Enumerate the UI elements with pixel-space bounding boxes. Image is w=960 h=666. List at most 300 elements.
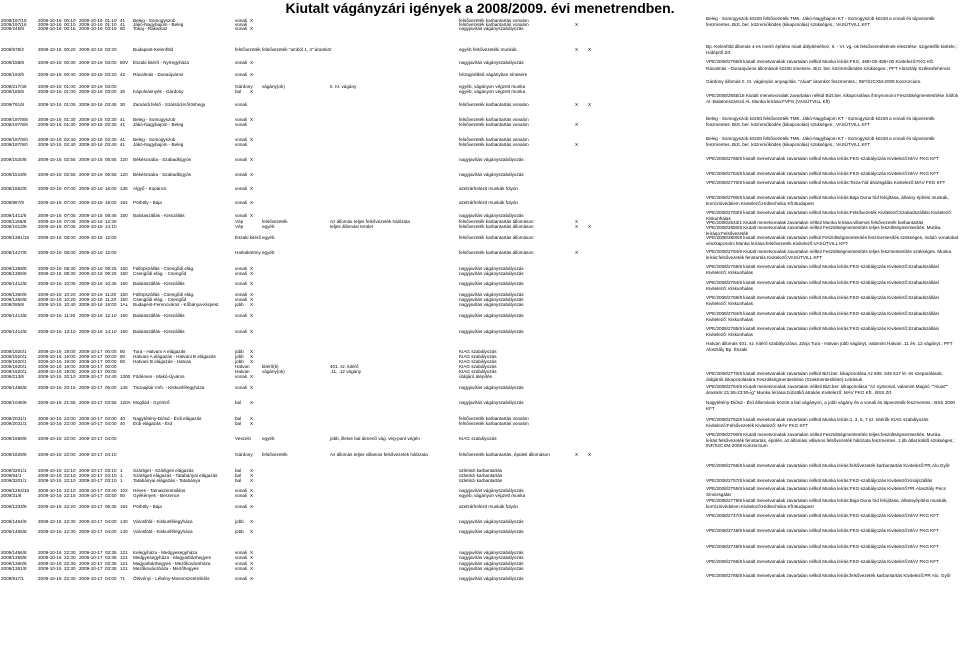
table-cell: Városföld - Kiskunfélegyháza: [133, 529, 193, 534]
table-cell: Tokaj - Rakamaz: [133, 26, 168, 31]
table-cell: 121: [120, 566, 128, 571]
table-cell: 154: [120, 200, 128, 205]
table-cell: teljes állomási terület: [330, 224, 373, 229]
table-row: [0, 102, 708, 108]
table-cell: 01:30: [64, 122, 76, 127]
table-cell: 2009/917/1: [1, 576, 24, 581]
note-entry: VPE/2008/2749/8 kiutalt menetvonalak zavartalan nélkül Munka leírás:FKG-szabályozás Kivitelező:MÁV FKG KFT: [706, 544, 939, 549]
table-cell: X: [250, 157, 254, 162]
table-cell: jobb: [235, 302, 244, 307]
table-cell: X: [588, 47, 592, 52]
table-row: [0, 504, 708, 510]
table-cell: 2009-10-16: [38, 354, 62, 359]
table-cell: 07:05: [64, 219, 76, 224]
table-cell: 2009/1465/8: [1, 529, 27, 534]
table-cell: 2009/197/16: [1, 18, 27, 23]
table-cell: 05:35: [105, 504, 117, 509]
table-cell: 2009/1411/8: [1, 213, 27, 218]
table-cell: 2009/245/8: [1, 26, 24, 31]
table-cell: X: [250, 519, 254, 524]
table-cell: X: [575, 224, 579, 229]
table-cell: nagyjavítás vágányszabályozás: [459, 60, 524, 65]
table-cell: 2009/197/8/8: [1, 117, 28, 122]
table-cell: 10:40: [64, 302, 76, 307]
table-cell: 2009-10-16: [38, 374, 62, 379]
table-cell: 80: [120, 354, 126, 359]
table-cell: 19:00: [64, 359, 76, 364]
table-cell: 03:35: [105, 561, 117, 566]
table-cell: 2009-10-16: [38, 102, 62, 107]
table-cell: 80V: [120, 60, 129, 65]
table-cell: 2009-10-17: [79, 374, 103, 379]
table-cell: vonali: [235, 504, 248, 509]
table-row: [0, 60, 708, 66]
table-cell: egyéb, vágányon végzett munka: [459, 84, 526, 89]
note-entry: VPE/2008/2764/8 Kiutalt menetvonalak zavartalan nélkül Bizt.ber. kikapcsolása "Az nyitvonal, valamint Magiró ""Aluat"" áramkör 21:55-23:55-ig" Munka leírása:zúzottkő átrakás Kivitelező: MÁV FKG Kft., BSS Zrt.: [706, 384, 949, 395]
table-cell: Jákó-Nagybajom - Beleg: [133, 122, 184, 127]
table-row: [0, 302, 708, 308]
table-cell: 2009/761/8: [1, 102, 24, 107]
table-cell: nagyjavítás vágányszabályozás: [459, 400, 524, 405]
table-cell: Vép: [235, 219, 244, 224]
table-cell: kitérő(k): [262, 364, 279, 369]
table-cell: 2009/1829/8: [1, 452, 27, 457]
table-cell: X: [250, 550, 254, 555]
table-cell: 03:10: [105, 473, 117, 478]
table-cell: jobb: [235, 359, 244, 364]
table-cell: felsővezeték karbantartás vonalon: [459, 117, 529, 122]
table-cell: 41: [120, 22, 126, 27]
table-cell: 2009-10-16: [38, 566, 62, 571]
table-cell: 2009-10-16: [38, 364, 62, 369]
table-cell: vonali: [235, 117, 248, 122]
table-cell: 2009-10-17: [79, 369, 103, 374]
table-cell: 2009-10-17: [79, 478, 103, 483]
table-cell: nagyjavítás vágányszabályozás: [459, 488, 524, 493]
table-cell: 2009/185/8: [1, 89, 24, 94]
table-cell: 2009/1562/8: [1, 186, 27, 191]
table-cell: X: [588, 102, 592, 107]
table-cell: felsővezeték karbantartás vonalon: [459, 416, 529, 421]
table-cell: üzletiszi karbantartás: [459, 473, 503, 478]
table-cell: 2009-10-17: [79, 400, 103, 405]
table-cell: 03:20: [105, 47, 117, 52]
table-cell: 03:10: [105, 478, 117, 483]
table-cell: 2009-10-16: [38, 369, 62, 374]
page-title: Kiutalt vágányzári igények a 2008/2009. évi menetrendben.: [285, 0, 675, 16]
table-cell: 01:05: [64, 102, 76, 107]
table-cell: 04:00: [105, 421, 117, 426]
table-cell: 2009-10-16: [38, 452, 62, 457]
table-cell: 03:40: [105, 142, 117, 147]
table-cell: X: [575, 219, 579, 224]
table-cell: 04:00: [105, 416, 117, 421]
table-cell: 2009-10-16: [38, 473, 62, 478]
table-cell: felsővezeték karbantartás vonalon: [459, 142, 529, 147]
table-row: [0, 271, 708, 277]
table-cell: vágány(ok): [262, 369, 285, 374]
table-cell: 2009-10-16: [79, 47, 103, 52]
table-cell: 2009-10-16: [79, 292, 103, 297]
table-cell: 102: [120, 488, 128, 493]
table-cell: 1: [120, 468, 123, 473]
table-cell: 00:00: [105, 364, 117, 369]
table-cell: nagyjavítás vágányszabályozás: [459, 213, 524, 218]
table-cell: 120A: [120, 400, 131, 405]
table-cell: üzletiszi karbantartás: [459, 478, 503, 483]
table-cell: 2009-10-16: [38, 416, 62, 421]
table-cell: nagyjavítás vágányszabályozás: [459, 266, 524, 271]
table-cell: X: [250, 359, 254, 364]
table-cell: nagyjavítás vágányszabályozás: [459, 302, 524, 307]
table-cell: 20:15: [64, 385, 76, 390]
table-cell: 2009-10-16: [38, 89, 62, 94]
table-row: [0, 452, 708, 458]
table-cell: Jákó-Nagybajom - Beleg: [133, 142, 184, 147]
table-cell: X: [250, 302, 254, 307]
table-cell: Rácalmás - Dunaújváros: [133, 72, 184, 77]
table-cell: 2009/3201/1: [1, 468, 27, 473]
table-cell: X: [250, 213, 254, 218]
table-cell: 80: [120, 349, 126, 354]
table-cell: 08:00: [64, 250, 76, 255]
table-cell: 2009-10-16: [79, 281, 103, 286]
table-cell: nagyjavítás vágányszabályozás: [459, 172, 524, 177]
table-cell: 150: [120, 281, 128, 286]
table-cell: 21:55: [64, 400, 76, 405]
note-entry: VPE/2008/2766/8 kiutalt menetvonalak zavartalan nélkül Munka leírás:FKG-szabályozás Kivitelező:MÁV FKG KFT: [706, 156, 939, 161]
table-cell: 22:30: [64, 566, 76, 571]
table-cell: X: [250, 137, 254, 142]
table-cell: Balotaszállás - Kisszállás: [133, 329, 185, 334]
table-cell: 154: [120, 504, 128, 509]
note-entry: VPE/2008/2778/8 kiutalt menetvonalak zavartalan nélkül Munka leírás:Baja Duna híd felújítása, állványépítési munkák, korrózióvédelem Kivitelező:Hídtechnika Kft.Budapest: [706, 498, 948, 509]
table-cell: vonali: [235, 281, 248, 286]
table-cell: X: [250, 473, 254, 478]
table-cell: 150: [120, 271, 128, 276]
table-cell: 2009/217/46: [1, 84, 27, 89]
table-cell: X: [250, 281, 254, 286]
table-cell: Mezőkovácsháza - Mezőhegyes: [133, 566, 199, 571]
table-cell: nagyjavítás vágányszabályozás: [459, 576, 524, 581]
table-cell: 2009-10-16: [38, 60, 62, 65]
table-cell: felsővezeték karbantartás vonalon: [459, 421, 529, 426]
table-cell: 2009-10-17: [79, 519, 103, 524]
table-cell: 00:30: [64, 60, 76, 65]
table-cell: 22:20: [64, 504, 76, 509]
table-cell: 22:00: [64, 452, 76, 457]
table-cell: 01:30: [64, 117, 76, 122]
table-cell: 12:00: [105, 250, 117, 255]
table-cell: felsővezeték "amból 1, 4" áramkör: [262, 47, 332, 52]
table-cell: vonali: [235, 561, 248, 566]
table-row: [0, 329, 708, 335]
table-row: [0, 186, 708, 192]
table-cell: üzletiszi karbantartás: [459, 468, 503, 473]
table-cell: 121: [120, 561, 128, 566]
table-cell: 02:30: [105, 122, 117, 127]
table-cell: Beleg - Somogyszob: [133, 117, 176, 122]
table-cell: 2009/197/9/0: [1, 142, 28, 147]
table-cell: 2009-10-16: [38, 561, 62, 566]
table-cell: 80: [120, 26, 126, 31]
table-cell: 2009-10-17: [79, 452, 103, 457]
table-cell: vágány(ok): [262, 84, 285, 89]
table-cell: nagyjavítás vágányszabályozás: [459, 555, 524, 560]
table-cell: 2009/1359/8: [1, 555, 27, 560]
table-cell: X: [250, 26, 254, 31]
table-cell: felsővezeték karbantartás vonalon: [459, 22, 529, 27]
table-row: [0, 172, 708, 178]
table-cell: II. III. vágány: [330, 84, 357, 89]
table-cell: felsővezeték karbantartás állomáson: [459, 235, 534, 240]
table-cell: Az állomás teljes felsővezeték hálózata: [330, 219, 410, 224]
table-cell: 2009-10-16: [79, 26, 103, 31]
table-cell: bal: [235, 473, 242, 478]
table-cell: 2009-10-16: [38, 292, 62, 297]
table-cell: 05:55: [105, 172, 117, 177]
note-entry: VPE/2008/2783/8 kiutalt menetvonalak zavartalan nélkül Munka leírás:Felsővezeték Kivitelező:Szabadszállási Kivitelező: Kiskunhalas: [706, 210, 952, 221]
table-cell: 03:00: [105, 60, 117, 65]
table-cell: 2009-10-17: [79, 468, 103, 473]
note-entry: Gárdony állomás II. III. vágányán anyagolás. "Aluat" áramkör feszmentes.; INF/SzCXM-2008 Konzorcium.: [706, 79, 922, 84]
table-cell: nagyjavítás vágányszabályozás: [459, 26, 524, 31]
table-cell: vonali: [235, 22, 248, 27]
table-cell: 2009/1920/1: [1, 354, 27, 359]
table-cell: 2009-10-16: [79, 157, 103, 162]
table-cell: 2009-10-16: [79, 224, 103, 229]
table-cell: X: [588, 452, 592, 457]
table-cell: 01:10: [105, 22, 117, 27]
table-cell: X: [250, 60, 254, 65]
table-cell: Balotaszállás - Kisszállás: [133, 213, 185, 218]
table-cell: X: [250, 421, 254, 426]
table-cell: 150: [120, 313, 128, 318]
table-cell: X: [250, 576, 254, 581]
table-cell: X: [575, 250, 579, 255]
table-cell: vonali: [235, 157, 248, 162]
table-cell: Városföld - Kiskunfélegyháza: [133, 519, 193, 524]
table-cell: 2009-10-16: [38, 385, 62, 390]
table-cell: 2009-10-16: [79, 271, 103, 276]
table-cell: 03:10: [105, 468, 117, 473]
table-cell: Békéscsaba - Szabadkígyós: [133, 172, 191, 177]
notes-column: [706, 16, 960, 666]
table-cell: 2009/1412/8: [1, 281, 27, 286]
note-entry: VPE/2008/2650/8 Kiutalt menetvonalak zavartalan nélkül Feszültségmentesítés teljes feszültségmentesítés. Munka leírása:Felsővezeték: [706, 225, 941, 236]
table-cell: 2009-10-16: [38, 421, 62, 426]
table-cell: Békéscsaba - Szabadkígyós: [133, 157, 191, 162]
table-cell: X: [575, 102, 579, 107]
note-entry: VPE/2008/2785/8 kiutalt menetvonalak zavartalan nélkül Munka leírás:FKG-szabályozás Kivitelező:Szabadszállási Kivitelező: Kiskunhalas: [706, 326, 939, 337]
table-cell: 2009-10-16: [79, 137, 103, 142]
note-entry: VPE/2008/2784/8 Kiutalt menetvonalak zavartalan nélkül Feszültségmentesítés teljes feszmentesítés szükséges. Munka leírás:felsővezeték fenntartás Kivitelező:VASÚTVILL KFT: [706, 249, 952, 260]
table-cell: 22:30: [64, 561, 76, 566]
table-cell: Budapest-Kelenföld: [133, 47, 174, 52]
table-cell: 2009-10-16: [38, 519, 62, 524]
table-cell: 2009-10-16: [38, 224, 62, 229]
table-cell: 2009/1659/8: [1, 436, 27, 441]
table-cell: 12:10: [105, 313, 117, 318]
table-cell: 10:05: [64, 281, 76, 286]
table-cell: 2009-10-17: [79, 473, 103, 478]
table-cell: 150: [120, 292, 128, 297]
table-row: [0, 374, 708, 380]
table-row: [0, 385, 708, 391]
note-entry: VPE/2008/2785/8 kiutalt menetvonalak zavartalan nélkül Munka leírás:felsővezeték karbantartás Kivitelező:PR Alo. Győr: [706, 573, 951, 578]
table-cell: 2009-10-16: [79, 84, 103, 89]
table-cell: X: [250, 172, 254, 177]
table-cell: 02:30: [105, 117, 117, 122]
table-cell: Héves - Tamaszentmiklos: [133, 488, 186, 493]
table-cell: 2009-10-16: [38, 488, 62, 493]
table-cell: Hatvani A elágazás - Hatvani B elágazás: [133, 354, 216, 359]
table-cell: KIAG szabályozás: [459, 354, 497, 359]
table-cell: 2009-10-16: [38, 47, 62, 52]
table-cell: Pörböly - Baja: [133, 504, 162, 509]
table-cell: Csengődi elág. - Csengőd: [133, 297, 187, 302]
table-cell: bal: [235, 421, 242, 426]
table-cell: 2009-10-16: [38, 436, 62, 441]
table-cell: X: [250, 504, 254, 509]
table-cell: 40: [120, 421, 126, 426]
table-cell: 2009/1045/8: [1, 400, 27, 405]
table-cell: Északi kitérő - Nyíregyháza: [133, 60, 189, 65]
table-cell: Magyarbánhegyes - Mezőkovácsháza: [133, 561, 211, 566]
table-cell: 2009-10-16: [38, 478, 62, 483]
table-row: [0, 142, 708, 148]
table-cell: 04:00: [105, 576, 117, 581]
table-cell: 2009/64/1: [1, 473, 22, 478]
table-cell: 01:00: [64, 89, 76, 94]
table-cell: Hatvan: [235, 364, 250, 369]
table-cell: 19:00: [64, 364, 76, 369]
table-cell: Budapest-Ferencváros - Kőbánya-Kispest: [133, 302, 219, 307]
table-cell: 2009-10-16: [79, 172, 103, 177]
table-cell: 2009/31/8: [1, 493, 22, 498]
table-cell: 2009-10-17: [79, 550, 103, 555]
table-cell: Kelegyháza - Medgyesegyháza: [133, 550, 198, 555]
table-cell: 11:30: [64, 313, 76, 318]
table-cell: 2009-10-16: [38, 213, 62, 218]
table-cell: 150: [120, 329, 128, 334]
table-cell: X: [250, 468, 254, 473]
table-cell: 2009-10-16: [38, 235, 62, 240]
note-entry: Beleg - Somogyszob között felsővezeték TMK. Jákó-Nagybajom KT - Somogyszob között a vonali és tápvezeték feszmentes. Bizt. ber. közreműködés (kikapcsolás) szükséges.; VASÚTVILL KFT: [706, 16, 935, 27]
table-cell: 121: [120, 550, 128, 555]
table-cell: 2009/1360/8: [1, 561, 27, 566]
table-cell: Mogilód - Gyömrő: [133, 400, 170, 405]
table-cell: 2009-10-16: [79, 329, 103, 334]
table-cell: Érdi elágazás - Érd: [133, 421, 173, 426]
table-cell: vonali: [235, 102, 248, 107]
table-cell: 03:55: [105, 400, 117, 405]
table-cell: vonali: [235, 555, 248, 560]
table-cell: 2009-10-16: [38, 250, 62, 255]
table-cell: 2009/1613/8: [1, 224, 27, 229]
table-cell: vonali: [235, 576, 248, 581]
table-cell: Kápolnásnyék - Gárdony: [133, 89, 184, 94]
table-cell: 2009/3201/1: [1, 478, 27, 483]
note-entry: VPE/2008/2780/8 kiutalt menetvonalak zavartalan nélkül Munka leírás:Baja Duna híd felújítása, állvány építési munkák, korrózióvédelem Kivitelező:Hídtechnika Kft.Budapest: [706, 195, 949, 206]
table-cell: 2009/1520/8: [1, 157, 27, 162]
table-cell: X: [250, 529, 254, 534]
table-cell: 04:00: [105, 519, 117, 524]
table-cell: felsővezeték karbantartás vonalon: [459, 137, 529, 142]
table-cell: 00:20: [64, 47, 76, 52]
table-cell: jobb: [235, 354, 244, 359]
table-cell: vonali: [235, 566, 248, 571]
table-cell: 22:10: [64, 468, 76, 473]
table-cell: 80: [120, 359, 126, 364]
table-cell: Az állomás teljes villamos felsővezeték hálózata: [330, 452, 428, 457]
table-cell: felsővezeték: [262, 219, 288, 224]
table-cell: 2009-10-16: [79, 266, 103, 271]
table-cell: 02:55: [64, 157, 76, 162]
table-cell: 2009/197/16: [1, 22, 27, 27]
table-cell: 11:20: [105, 292, 117, 297]
note-entry: VPE/2008/2748/8 kiutalt menetvonalak zavartalan nélkül Munka leírás:FKG-szabályozás Kivitelező:MÁV FKG KFT: [706, 528, 939, 533]
table-cell: X: [250, 18, 254, 23]
table-cell: 2009/295/8: [1, 302, 24, 307]
table-cell: 2009-10-16: [38, 266, 62, 271]
note-entry: Beleg - Somogyszob között felsővezeték TMK. Jákó-Nagybajom KT - Somogyszob között a vonali és tápvezeték feszmentes. Bizt. ber. közreműködés (kikapcsolás) szükséges.; VASÚTVILL KFT: [706, 136, 935, 147]
table-cell: Gárdony: [235, 84, 253, 89]
table-cell: 2009/1414/8: [1, 329, 27, 334]
table-cell: nagyjavítás vágányszabályozás: [459, 271, 524, 276]
table-cell: 22:00: [64, 436, 76, 441]
table-cell: 03:45: [105, 102, 117, 107]
table-cell: 2009-10-16: [38, 349, 62, 354]
table-cell: 2009-10-16: [38, 26, 62, 31]
table-cell: 2009-10-16: [79, 297, 103, 302]
table-cell: bal: [235, 400, 242, 405]
table-cell: Ötövényi - Lébény-Mosonszentmiklós: [133, 576, 210, 581]
table-cell: 04:10: [105, 452, 117, 457]
table-cell: felsővezeték karbantartás, épületi állomáson: [459, 452, 550, 457]
note-entry: VPE/2008/2790/8 Kiutalt menetvonalak zavartalan nélkül Feszültségmentesítés teljes feszültségmentesítés. Munka leírás:felsővezeték fenntartás, épülés, az állomási villamos felsővezeték hálózata feszmentes. 1 db átlat küldő szükséges.; INF/SzCXM-2008 Konzorcium: [706, 432, 955, 449]
table-cell: 2009/2031/1: [1, 416, 27, 421]
table-cell: bal: [235, 416, 242, 421]
table-cell: 2009/192/6: [1, 72, 24, 77]
closure-table: [0, 16, 708, 666]
table-cell: egyéb, vágányon végzett munka: [459, 493, 526, 498]
note-entry: Bp.-Kelenföld állomás 4-es metró építése miatt átépítéséhez, II. - VI. vg.-ok felsővezetékének elesztése, szigetelők kivitele.; Hídépítő Zrt.: [706, 44, 958, 55]
table-cell: X: [588, 224, 592, 229]
table-cell: 2009-10-16: [79, 250, 103, 255]
table-cell: 2009-10-16: [79, 302, 103, 307]
table-row: [0, 250, 708, 256]
table-cell: 03:35: [105, 550, 117, 555]
table-cell: 2009/1920/1: [1, 359, 27, 364]
table-cell: Algyő - Kopáncs: [133, 186, 167, 191]
table-cell: 2009-10-16: [38, 550, 62, 555]
table-cell: 10:45: [105, 281, 117, 286]
table-cell: 2009/2031/1: [1, 421, 27, 426]
table-cell: vonali: [235, 313, 248, 318]
table-cell: X: [250, 488, 254, 493]
table-cell: nagyjavítás vágányszabályozás: [459, 157, 524, 162]
table-cell: 2009-10-17: [79, 561, 103, 566]
table-cell: 41: [120, 137, 126, 142]
table-cell: 00:00: [105, 369, 117, 374]
table-cell: 03:00: [105, 89, 117, 94]
table-cell: X: [250, 561, 254, 566]
table-cell: X: [250, 89, 254, 94]
table-cell: vonali: [235, 488, 248, 493]
table-cell: 2009/1360/8: [1, 292, 27, 297]
table-row: [0, 566, 708, 572]
